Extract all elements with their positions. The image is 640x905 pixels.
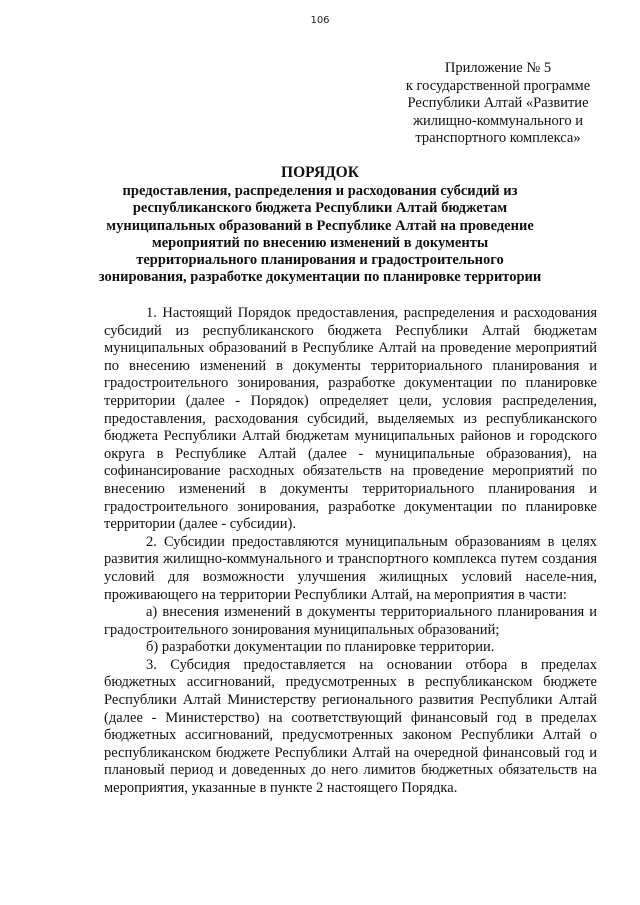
appendix-line: транспортного комплекса» [415,130,581,146]
appendix-line: жилищно-коммунального и [412,112,584,129]
document-title: ПОРЯДОК [281,164,359,181]
appendix-line: Приложение № 5 [444,60,552,76]
appendix-line: к государственной программе [405,77,591,94]
paragraph-3: 3. Субсидия предоставляется на основании отбора в пределах бюджетных ассигнований, предусмотренных в республиканском бюджете Республики Алтай Министерству регионального развития Республики Алтай (далее - Министерство) на соответствующий финансовый год в пределах бюджетных ассигнований, предусмотренных законом Республики Алтай о республиканском бюджете Республики Алтай на очередной финансовый год и плановый период и доведенных до него лимитов бюджетных обязательств на мероприятия, указанные в пункте 2 настоящего Порядка. [104,656,597,797]
appendix-line: Республики Алтай «Развитие [407,95,589,111]
appendix-note [398,60,598,148]
paragraph-1: 1. Настоящий Порядок предоставления, распределения и расходования субсидий из республиканского бюджета Республики Алтай бюджетам муниципальных образований в Республике Алтай на проведение мероприятий по внесению изменений в документы территориального планирования и градостроительного зонирования, разработке документации по планировке территории (далее - Порядок) определяет цели, условия распределения, предоставления, расходования субсидий, выделяемых из республиканского бюджета Республики Алтай бюджетам муниципальных районов и городского округа в Республике Алтай (далее - муниципальные образования), на софинансирование расходных обязательств на проведение мероприятий по внесению изменений в документы территориального планирования и градостроительного зонирования, разработке документации по планировке территории (далее - субсидии). [104,305,597,533]
page-number: 106 [310,15,330,26]
document-body [104,305,597,798]
paragraph-2: 2. Субсидии предоставляются муниципальным образованиям в целях развития жилищно-коммунального и транспортного комплекса путем создания условий для возможности улучшения жилищных условий населе-ния, проживающего на территории Республики Алтай, на мероприятия в части: [104,533,597,603]
document-subtitle: предоставления, распределения и расходования субсидий из республиканского бюджета Республики Алтай бюджетам муниципальных образований в Республике Алтай на проведение мероприятий по внесению изменений в документы территориального планирования и градостроительного зонирования, разработке документации по планировке территории [98,183,542,286]
paragraph-2b: б) разработки документации по планировке территории. [146,639,495,656]
paragraph-2a: а) внесения изменений в документы территориального планирования и градостроительного зонирования муниципальных образований; [104,604,597,638]
